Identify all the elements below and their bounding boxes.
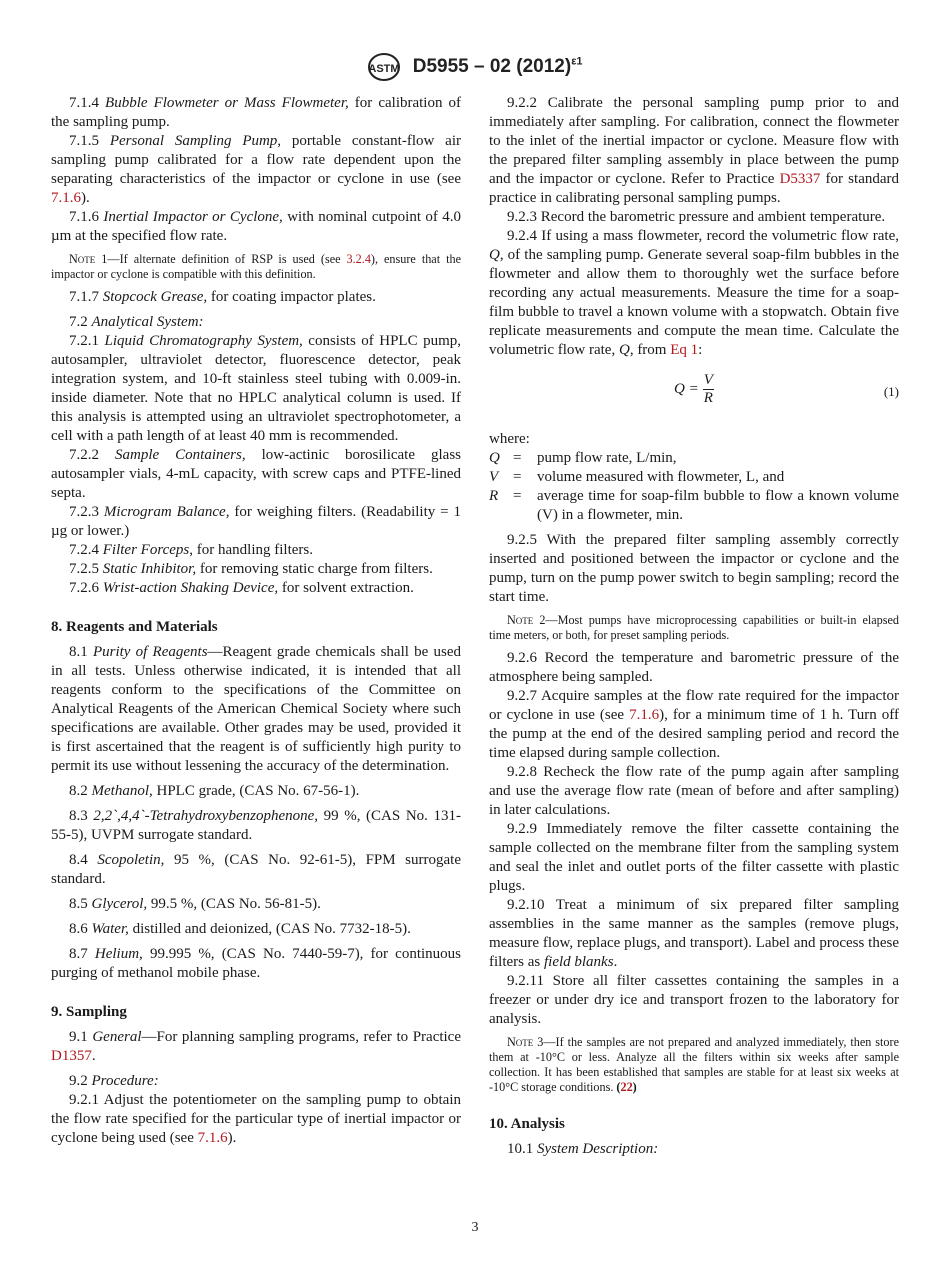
paragraph: [51, 560, 461, 579]
text: for coating impactor plates.: [207, 289, 376, 305]
variable-definition: [489, 487, 899, 525]
section-heading: [51, 1003, 461, 1022]
cross-reference-link[interactable]: 7.1.6: [197, 1130, 228, 1146]
text: 99 %, (CAS No. 131-55-5), UVPM surrogate standard.: [51, 808, 461, 843]
italic-term: Inertial Impactor or Cyclone,: [103, 209, 283, 225]
text: for weighing filters. (Readability = 1 µg or lower.): [51, 504, 462, 539]
text: :: [698, 342, 703, 358]
paragraph: [489, 687, 899, 763]
italic-term: Purity of Reagents: [92, 644, 208, 660]
equals-sign: =: [513, 450, 522, 466]
variable-definition: [489, 449, 899, 468]
text: —Reagent grade chemicals shall be used in all tests. Unless otherwise indicated, it is intended that all reagents conform to the specifications of the Committee on Analytical Reagents of the American Chemical Society where such specifications are available. Other grades may be used, provided it is first ascertained that the reagent is of sufficiently high purity to permit its use without lessening the accuracy of the determination.: [51, 644, 461, 774]
fraction-numerator: V: [703, 372, 713, 388]
italic-term: Analytical System:: [91, 314, 204, 330]
section-heading: [51, 618, 461, 637]
paragraph: [51, 94, 461, 132]
text: 8.3: [69, 808, 94, 824]
variable-description: pump flow rate, L/min,: [537, 450, 677, 466]
text: 9.1: [69, 1029, 93, 1045]
text: 7.2.1: [69, 333, 105, 349]
bold-text: ): [632, 1080, 637, 1094]
text: 9.2.1 Adjust the potentiometer on the sampling pump to obtain the flow rate specified for the particular type of inertial impactor or cyclone being used (see: [51, 1092, 461, 1146]
text: 9.2.4 If using a mass flowmeter, record the volumetric flow rate,: [507, 228, 899, 244]
text: HPLC grade, (CAS No. 67-56-1).: [152, 783, 360, 799]
italic-term: Q: [618, 342, 630, 358]
text: for calibration of the sampling pump.: [51, 95, 462, 130]
text: 8.6: [69, 921, 92, 937]
text: 1—If alternate definition of RSP is used (see: [95, 252, 347, 266]
paragraph: [51, 541, 461, 560]
text: 8.7: [69, 946, 95, 962]
designation-superscript: ε1: [571, 55, 583, 68]
italic-term: Static Inhibitor,: [102, 561, 197, 577]
equation-formula: [674, 372, 714, 407]
paragraph: [51, 208, 461, 246]
fraction-denominator: R: [703, 390, 713, 406]
text: with nominal cutpoint of 4.0 µm at the specified flow rate.: [51, 209, 462, 244]
text: ).: [81, 190, 90, 206]
section-heading: [489, 1115, 899, 1134]
equals-sign: =: [513, 488, 522, 504]
text: , of the sampling pump. Generate several soap-film bubbles in the flowmeter and allow them to thoroughly wet the surface before recording any actual measurements. Measure the time for a soap-film bubble to travel a known volume with a stopwatch. Obtain five replicate measurements and compute the mean time. Calculate the volumetric flow rate,: [489, 247, 899, 358]
text: 8.1: [69, 644, 93, 660]
text: for removing static charge from filters.: [196, 561, 433, 577]
text: 7.1.7: [69, 289, 103, 305]
variable-description: average time for soap-film bubble to flow a known volume (V) in a flowmeter, min.: [537, 488, 899, 523]
text: 95 %, (CAS No. 92-61-5), FPM surrogate standard.: [51, 852, 461, 887]
text: 7.2.6: [69, 580, 103, 596]
svg-text:ASTM: ASTM: [368, 63, 401, 75]
text: for handling filters.: [193, 542, 313, 558]
text: 8.2: [69, 783, 92, 799]
paragraph: [51, 446, 461, 503]
text: 9. Sampling: [51, 1004, 127, 1020]
note-label: Note: [69, 252, 96, 266]
note-label: Note: [507, 613, 534, 627]
equation-1: [489, 372, 899, 416]
italic-term: Helium,: [94, 946, 143, 962]
text: 10. Analysis: [489, 1116, 565, 1132]
note: [51, 252, 461, 282]
text: 8. Reagents and Materials: [51, 619, 218, 635]
reference-link[interactable]: 22: [620, 1080, 633, 1094]
text: 3—If the samples are not prepared and analyzed immediately, then store them at -10°C or less. Analyze all the filters within six weeks after sample collection. It has been established that samples are stable for at least six weeks at -10°C storage conditions.: [489, 1035, 899, 1094]
right-column: [489, 94, 899, 1159]
text: 9.2.9 Immediately remove the filter cassette containing the sample collected on the membrane filter from the sampling system and seal the inlet and outlet ports of the filter cassette with plastic plugs.: [489, 821, 899, 894]
paragraph: [489, 763, 899, 820]
paragraph: [51, 895, 461, 914]
text: ), for a minimum time of 1 h. Turn off the pump at the end of the desired sampling period and record the time elapsed during sample collection.: [489, 707, 900, 761]
paragraph: [51, 503, 461, 541]
text: 7.2.3: [69, 504, 104, 520]
text: for solvent extraction.: [278, 580, 414, 596]
note: [489, 1035, 899, 1095]
cross-reference-link[interactable]: D1357: [51, 1048, 92, 1064]
text: 7.2.4: [69, 542, 103, 558]
italic-term: Stopcock Grease,: [102, 289, 208, 305]
paragraph: [51, 1091, 461, 1148]
text: 2—Most pumps have microprocessing capabilities or built-in elapsed time meters, or both, for preset sampling periods.: [489, 613, 899, 642]
paragraph: [489, 531, 899, 607]
paragraph: [51, 920, 461, 939]
text: 7.1.5: [69, 133, 110, 149]
text: 7.1.4: [69, 95, 106, 111]
cross-reference-link[interactable]: Eq 1: [670, 342, 699, 358]
text: 9.2.2 Calibrate the personal sampling pump prior to and immediately after sampling. For calibration, connect the flowmeter to the inlet of the inertial impactor or cyclone. Measure flow with the prepared filter sampling assembly in place between the pump and the impactor or cyclone. Refer to Practice: [489, 95, 899, 187]
paragraph: [51, 313, 461, 332]
paragraph: [51, 945, 461, 983]
equation-number: (1): [883, 384, 899, 399]
text: where:: [489, 431, 530, 447]
text: ).: [227, 1130, 237, 1146]
variable-symbol: R: [489, 488, 499, 504]
italic-term: General: [92, 1029, 142, 1045]
equals-sign: =: [513, 469, 522, 485]
paragraph: [51, 332, 461, 446]
bold-text: (: [616, 1080, 621, 1094]
paragraph: [51, 132, 461, 208]
italic-term: Glycerol,: [91, 896, 148, 912]
text: ), ensure that the impactor or cyclone is compatible with this definition.: [51, 252, 461, 281]
text: 7.2: [69, 314, 92, 330]
paragraph: [489, 820, 899, 896]
text: 8.5: [69, 896, 92, 912]
paragraph: [489, 227, 899, 360]
text: 9.2.3 Record the barometric pressure and ambient temperature.: [507, 209, 886, 225]
italic-term: Liquid Chromatography System,: [104, 333, 303, 349]
paragraph: [51, 1072, 461, 1091]
note-label: Note: [507, 1035, 534, 1049]
paragraph: [489, 94, 899, 208]
text: 7.1.6: [69, 209, 104, 225]
standard-designation: D5955 – 02 (2012): [412, 56, 572, 78]
italic-term: Sample Containers,: [115, 447, 246, 463]
where-label: [489, 430, 899, 449]
text: for standard practice in calibrating personal sampling pumps.: [489, 171, 900, 206]
italic-term: Filter Forceps,: [102, 542, 194, 558]
paragraph: [489, 208, 899, 227]
text: 99.5 %, (CAS No. 56-81-5).: [147, 896, 321, 912]
italic-term: Bubble Flowmeter or Mass Flowmeter,: [105, 95, 349, 111]
variable-symbol: V: [489, 469, 499, 485]
text: —For planning sampling programs, refer to Practice: [141, 1029, 461, 1045]
equation-lhs: Q =: [674, 380, 699, 397]
italic-term: Wrist-action Shaking Device,: [102, 580, 279, 596]
cross-reference-link[interactable]: D5337: [779, 171, 821, 187]
variable-description: volume measured with flowmeter, L, and: [537, 469, 785, 485]
italic-term: Water,: [91, 921, 129, 937]
text: low-actinic borosilicate glass autosampler vials, 4-mL capacity, with screw caps and PTFE-lined septa.: [51, 447, 461, 501]
paragraph: [489, 649, 899, 687]
text: portable constant-flow air sampling pump calibrated for a flow rate dependent upon the separating characteristics of the impactor or cyclone in use (see: [51, 133, 461, 187]
paragraph: [489, 972, 899, 1029]
italic-term: Microgram Balance,: [103, 504, 230, 520]
document-header: [0, 52, 950, 82]
cross-reference-link[interactable]: 7.1.6: [629, 707, 660, 723]
paragraph: [489, 1140, 899, 1159]
text: 9.2.10 Treat a minimum of six prepared filter sampling assemblies in the same manner as the samples (remove plugs, measure flow, replace plugs, and transport). Label and process these filters as: [489, 897, 899, 970]
paragraph: [51, 807, 461, 845]
note: [489, 613, 899, 643]
italic-term: 2,2`,4,4`-Tetrahydroxybenzophenone,: [93, 808, 319, 824]
text: 9.2.8 Recheck the flow rate of the pump again after sampling and use the average flow rate (mean of before and after sampling) in later calculations.: [489, 764, 899, 818]
text: 9.2.7 Acquire samples at the flow rate required for the impactor or cyclone in use (see: [489, 688, 899, 723]
text: 7.2.5: [69, 561, 103, 577]
text: distilled and deionized, (CAS No. 7732-18-5).: [128, 921, 411, 937]
paragraph: [51, 288, 461, 307]
variable-definition: [489, 468, 899, 487]
paragraph: [51, 851, 461, 889]
text: 10.1: [507, 1141, 537, 1157]
page-number: 3: [471, 1220, 479, 1235]
text: 99.995 %, (CAS No. 7440-59-7), for continuous purging of methanol mobile phase.: [51, 946, 462, 981]
text: 9.2.5 With the prepared filter sampling assembly correctly inserted and positioned between the impactor or cyclone and the pump, turn on the pump power switch to begin sampling; record the start time.: [489, 532, 899, 605]
text: 9.2.6 Record the temperature and barometric pressure of the atmosphere being sampled.: [489, 650, 899, 685]
text: 8.4: [69, 852, 98, 868]
left-column: [51, 94, 461, 1148]
variable-symbol: Q: [489, 450, 500, 466]
paragraph: [51, 643, 461, 776]
text: consists of HPLC pump, autosampler, ultraviolet detector, fluorescence detector, peak integration system, and 10-ft stainless steel tubing with 0.009-in. inside diameter. Note that no HPLC analytical column is used. If this analysis is attempted using an ultraviolet spectrophotometer, a cell with a path length of at least 40 mm is recommended.: [51, 333, 461, 444]
italic-term: field blanks: [543, 954, 614, 970]
text: .: [91, 1048, 96, 1064]
paragraph: [489, 896, 899, 972]
italic-term: Scopoletin,: [97, 852, 165, 868]
paragraph: [51, 579, 461, 598]
italic-term: System Description:: [537, 1141, 659, 1157]
italic-term: Methanol,: [91, 783, 153, 799]
paragraph: [51, 782, 461, 801]
paragraph: [51, 1028, 461, 1066]
text: .: [613, 954, 618, 970]
text: , from: [629, 342, 671, 358]
italic-term: Personal Sampling Pump,: [109, 133, 282, 149]
fraction: [703, 372, 714, 407]
cross-reference-link[interactable]: 3.2.4: [346, 252, 371, 266]
cross-reference-link[interactable]: 7.1.6: [51, 190, 81, 206]
text: 9.2: [69, 1073, 92, 1089]
italic-term: Q: [489, 247, 500, 263]
astm-logo-icon: [367, 52, 401, 82]
italic-term: Procedure:: [91, 1073, 159, 1089]
text: 9.2.11 Store all filter cassettes containing the samples in a freezer or under dry ice and transport frozen to the laboratory for analysis.: [489, 973, 899, 1027]
text: 7.2.2: [69, 447, 115, 463]
